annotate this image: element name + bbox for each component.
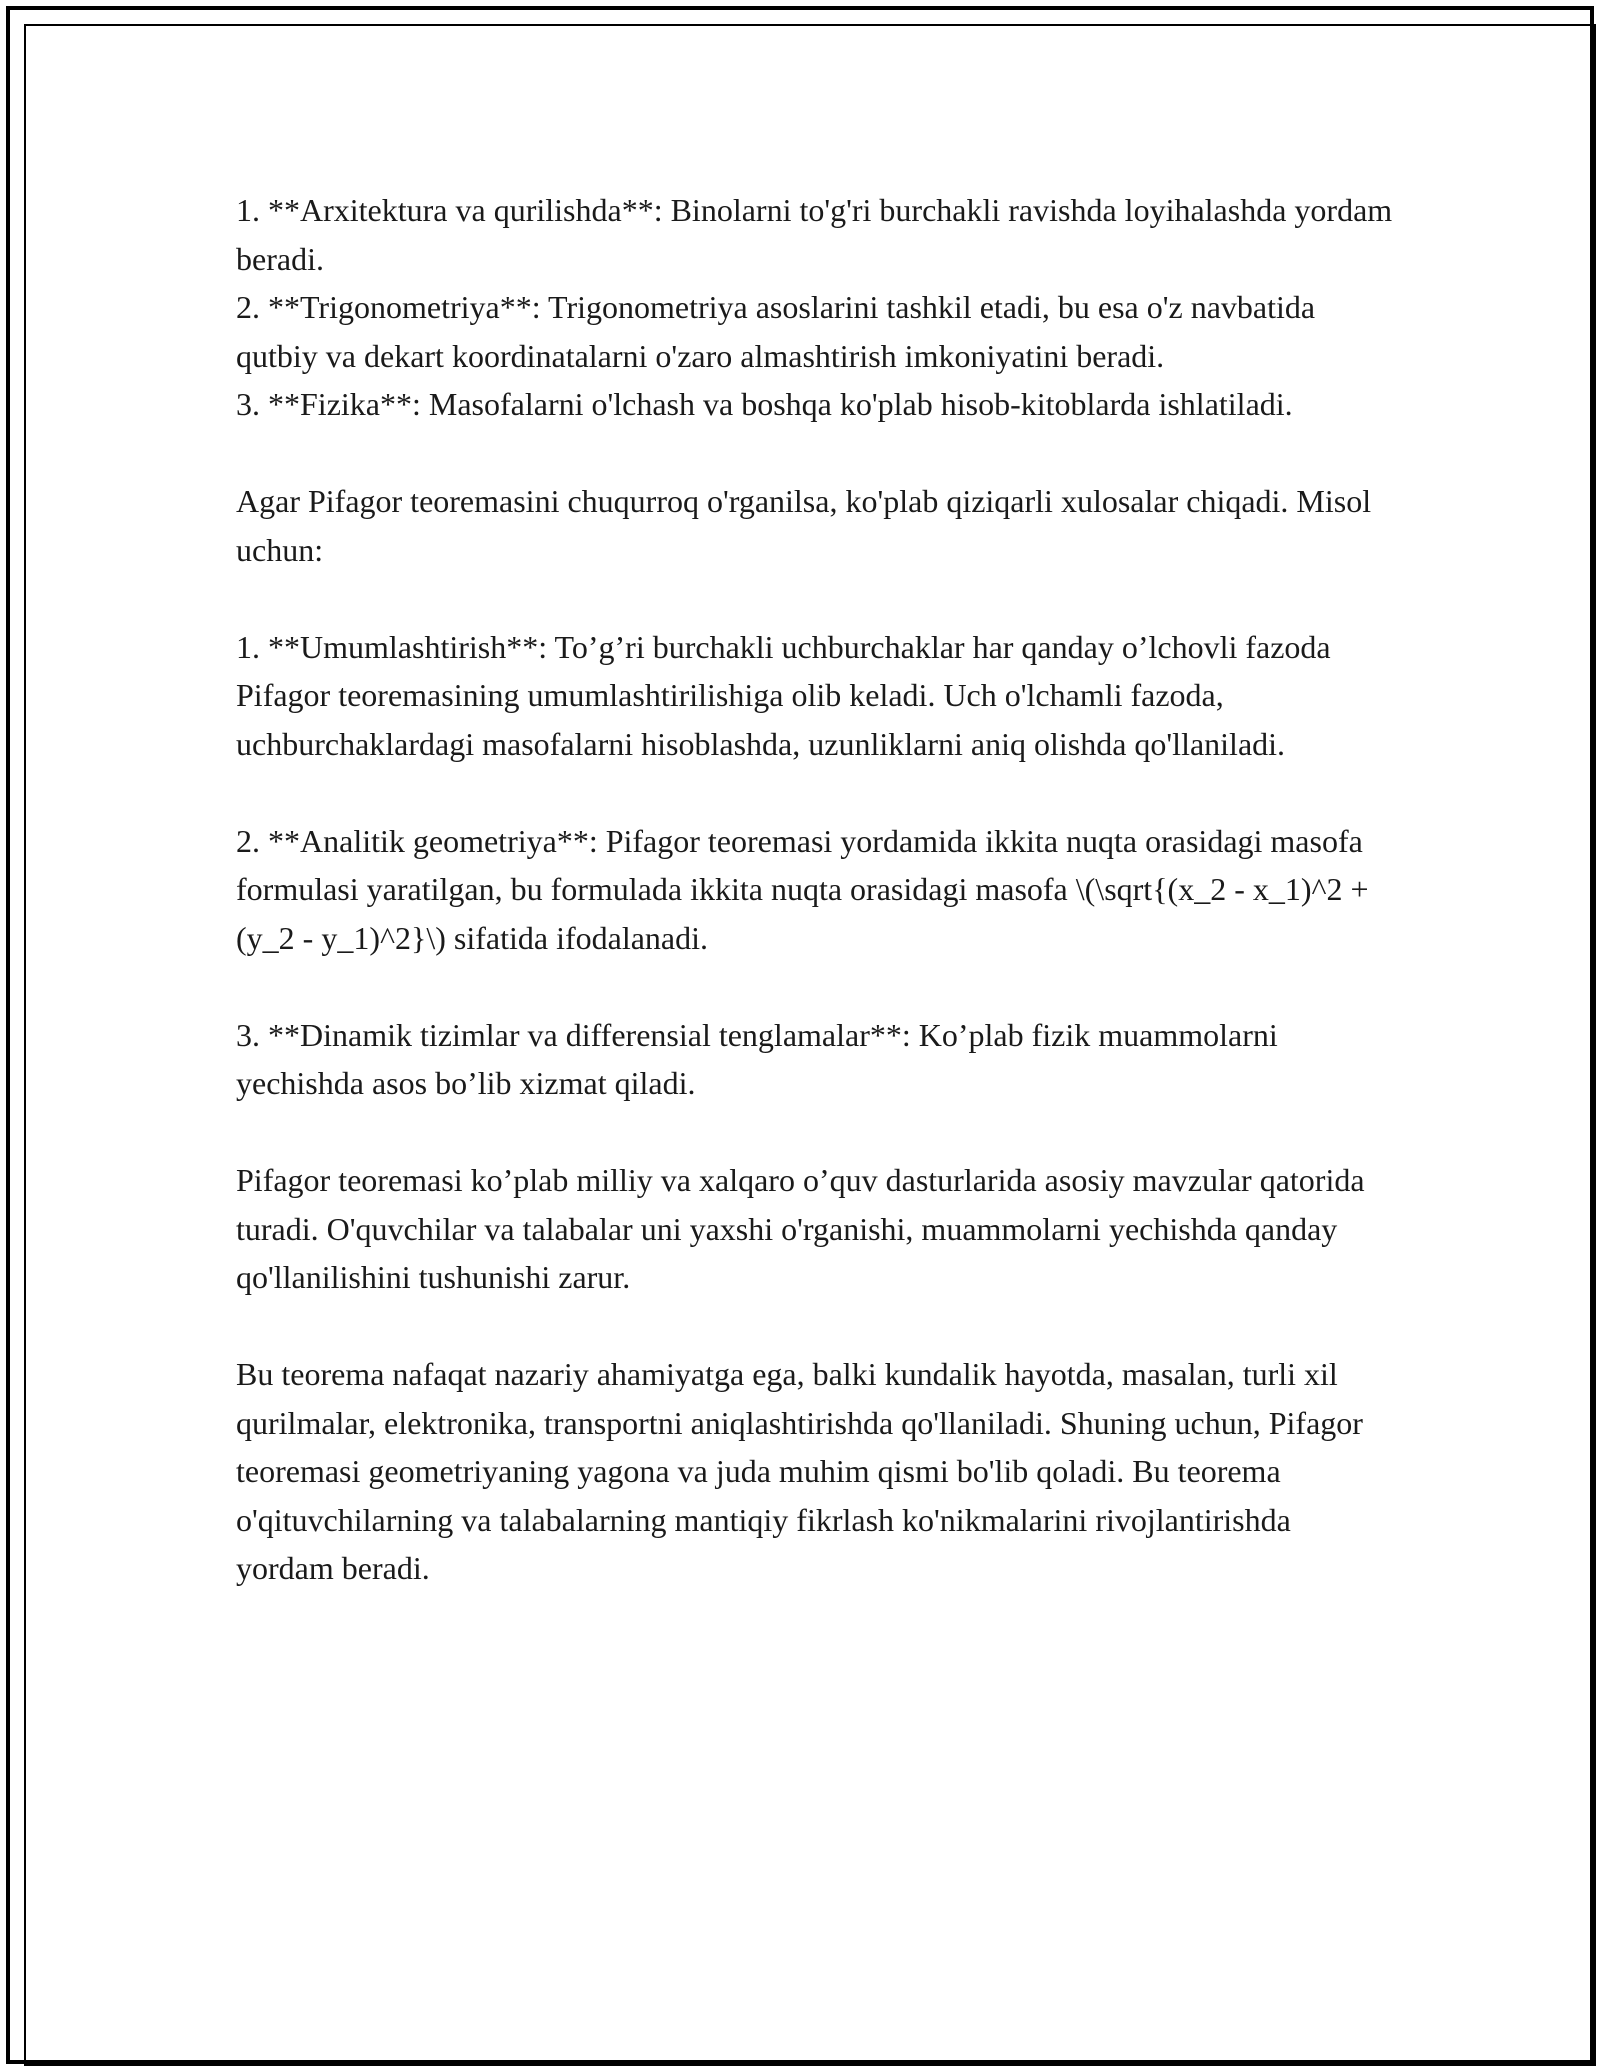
curriculum-paragraph — [236, 1156, 1396, 1302]
conclusion-item-analytic-geometry — [236, 817, 1396, 963]
curriculum-text: Pifagor teoremasi ko’plab milliy va xalqaro o’quv dasturlarida asosiy mavzular qatorida turadi. O'quvchilar va talabalar uni yaxshi o'rganishi, muammolarni yechishda qanday qo'llanilishini tushunishi zarur. — [236, 1162, 1365, 1295]
document-body — [236, 186, 1396, 1593]
intro-text: Agar Pifagor teoremasini chuqurroq o'rganilsa, ko'plab qiziqarli xulosalar chiqadi. Misol uchun: — [236, 483, 1372, 568]
list-item-architecture: 1. **Arxitektura va qurilishda**: Binolarni to'g'ri burchakli ravishda loyihalashda yordam beradi. — [236, 192, 1393, 277]
list-item-trigonometry: 2. **Trigonometriya**: Trigonometriya asoslarini tashkil etadi, bu esa o'z navbatida qutbiy va dekart koordinatalarni o'zaro almashtirish imkoniyatini beradi. — [236, 289, 1316, 374]
intro-paragraph — [236, 477, 1396, 574]
applications-list — [236, 186, 1396, 429]
analytic-geometry-text: 2. **Analitik geometriya**: Pifagor teoremasi yordamida ikkita nuqta orasidagi masofa formulasi yaratilgan, bu formulada ikkita nuqta orasidagi masofa \(\sqrt{(x_2 - x_1)^2 + (y_2 - y_1)^2}\) sifatida ifodalanadi. — [236, 822, 1369, 956]
closing-paragraph — [236, 1350, 1396, 1593]
generalization-text: 1. **Umumlashtirish**: To’g’ri burchakli uchburchaklar har qanday o’lchovli fazoda Pifagor teoremasining umumlashtirilishiga olib keladi. Uch o'lchamli fazoda, uchburchaklardagi masofalarni hisoblashda, uzunliklarni aniq olishda qo'llaniladi. — [236, 628, 1331, 762]
dynamic-systems-text: 3. **Dinamik tizimlar va differensial tenglamalar**: Ko’plab fizik muammolarni yechishda asos bo’lib xizmat qiladi. — [236, 1016, 1278, 1101]
closing-text: Bu teorema nafaqat nazariy ahamiyatga ega, balki kundalik hayotda, masalan, turli xil qurilmalar, elektronika, transportni aniqlashtirishda qo'llaniladi. Shuning uchun, Pifagor teoremasi geometriyaning yagona va juda muhim qismi bo'lib qoladi. Bu teorema o'qituvchilarning va talabalarning mantiqiy fikrlash ko'nikmalarini rivojlantirishda yordam beradi. — [236, 1356, 1363, 1586]
conclusion-item-dynamic-systems — [236, 1011, 1396, 1108]
list-item-physics: 3. **Fizika**: Masofalarni o'lchash va boshqa ko'plab hisob-kitoblarda ishlatiladi. — [236, 386, 1293, 422]
conclusion-item-generalization — [236, 623, 1396, 769]
